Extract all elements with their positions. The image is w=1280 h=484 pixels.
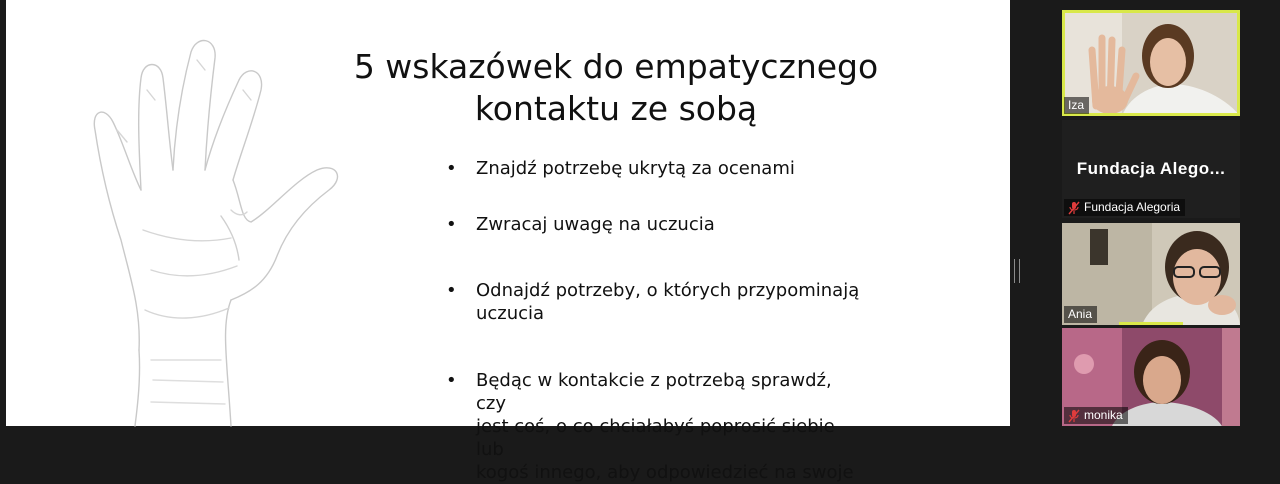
- participant-display-title: Fundacja Alego...: [1076, 159, 1226, 178]
- participant-tile-fundacja-alegoria[interactable]: [1062, 120, 1240, 218]
- bullet-dot: •: [446, 158, 457, 179]
- mic-off-icon: [1068, 201, 1080, 215]
- participant-name: Iza: [1068, 98, 1085, 112]
- bullet-text-line: kogoś innego, aby odpowiedzieć na swoje: [476, 462, 854, 483]
- participant-tile-monika[interactable]: [1062, 328, 1240, 426]
- list-item: [446, 279, 866, 325]
- shared-slide: [6, 0, 1010, 483]
- participant-name: Ania: [1068, 307, 1093, 321]
- bullet-text-line: jest coś, o co chciałabyś poprosić siebie lub: [476, 416, 835, 460]
- speaking-indicator: [1119, 322, 1183, 325]
- bullet-dot: •: [446, 214, 457, 235]
- list-item: [446, 157, 866, 180]
- slide-title: [306, 46, 926, 130]
- bullet-text: Zwracaj uwagę na uczucia: [476, 214, 715, 235]
- bullet-dot: •: [446, 370, 457, 391]
- participant-name-tag: [1064, 407, 1128, 424]
- participant-tile-ania[interactable]: [1062, 223, 1240, 325]
- participant-name: Fundacja Alegoria: [1084, 200, 1181, 214]
- participant-name-tag: [1064, 199, 1185, 216]
- slide-title-line-1: 5 wskazówek do empatycznego: [353, 47, 879, 86]
- bullet-text-line: Odnajdź potrzeby, o których przypominają: [476, 280, 860, 301]
- participant-name-tag: [1064, 97, 1089, 114]
- panel-resize-handle[interactable]: [1014, 259, 1020, 283]
- bullet-dot: •: [446, 280, 457, 301]
- list-item: [446, 369, 866, 484]
- participant-name: monika: [1084, 408, 1123, 422]
- bullet-text: Znajdź potrzebę ukrytą za ocenami: [476, 158, 795, 179]
- participant-name-tag: [1064, 306, 1097, 323]
- list-item: [446, 213, 866, 236]
- slide-title-line-2: kontaktu ze sobą: [474, 89, 758, 128]
- bullet-text-line: uczucia: [476, 303, 545, 324]
- bullet-text-line: Będąc w kontakcie z potrzebą sprawdź, czy: [476, 370, 832, 414]
- participant-tile-iza[interactable]: [1062, 10, 1240, 116]
- mic-off-icon: [1068, 409, 1080, 423]
